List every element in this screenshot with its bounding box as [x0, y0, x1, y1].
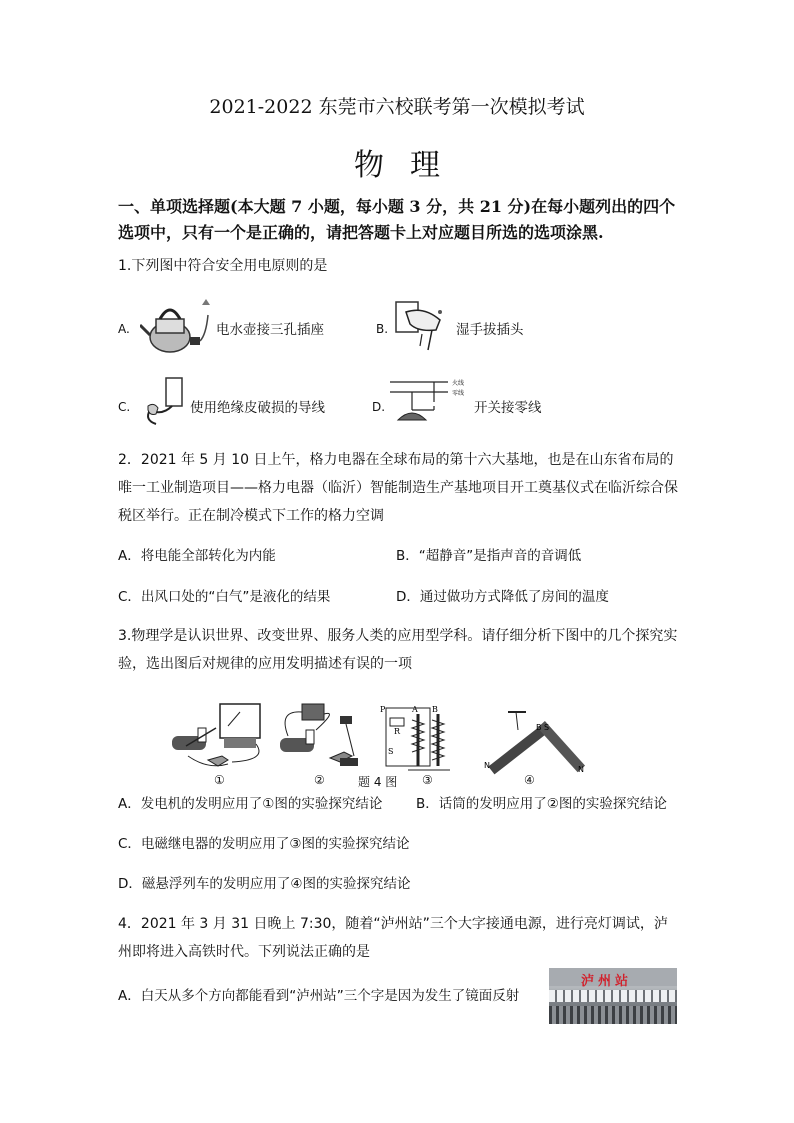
svg-text:R: R	[394, 727, 401, 736]
q1-option-b-label: B.	[376, 322, 389, 336]
q4-option-a[interactable]	[118, 984, 519, 1004]
q2-option-d-text: 通过做功方式降低了房间的温度	[419, 589, 609, 605]
experiment-3-drawing	[380, 705, 450, 770]
q3-stem: 3.物理学是认识世界、改变世界、服务人类的应用型学科。请仔细分析下图中的几个探究实验，选出图后对规律的应用发明描述有误的一项	[118, 628, 678, 672]
kettle-image	[140, 295, 212, 357]
q2-option-a-label: A．	[118, 548, 141, 564]
q3-option-c-label: C．	[118, 836, 141, 852]
live-wire-label: 火线	[452, 380, 465, 387]
figure-number-2: ②	[314, 773, 325, 787]
q3-option-b-text: 话筒的发明应用了②图的实验探究结论	[438, 796, 667, 812]
q1-option-a-text: 电水壶接三孔插座	[216, 322, 324, 338]
svg-text:N: N	[578, 765, 584, 774]
q1-option-b-text: 湿手拔插头	[456, 322, 524, 338]
damaged-wire-image	[142, 376, 186, 428]
q2-option-b[interactable]	[396, 544, 581, 564]
q3-option-a[interactable]	[118, 792, 382, 812]
q2-option-c-label: C．	[118, 589, 141, 605]
svg-text:P: P	[380, 705, 386, 714]
q3-option-c[interactable]	[118, 832, 410, 852]
q2-option-c-text: 出风口处的“白气”是液化的结果	[140, 589, 331, 605]
q2-option-c[interactable]	[118, 585, 330, 605]
q1-option-c-label: C.	[118, 400, 131, 414]
q2-option-a-text: 将电能全部转化为内能	[140, 548, 276, 564]
svg-text:A: A	[412, 705, 418, 714]
q1-option-d[interactable]	[372, 396, 385, 415]
exam-title: 2021-2022 东莞市六校联考第一次模拟考试	[209, 96, 585, 118]
figure-number-3: ③	[422, 773, 433, 787]
svg-text:N: N	[484, 761, 490, 770]
q3-option-d[interactable]	[118, 872, 411, 892]
q3-option-a-text: 发电机的发明应用了①图的实验探究结论	[140, 796, 383, 812]
neutral-wire-label: 零线	[452, 390, 465, 397]
svg-text:B S: B S	[536, 723, 550, 732]
subject-title: 物理	[354, 148, 466, 183]
q1-option-b[interactable]	[376, 318, 388, 337]
q3-option-c-text: 电磁继电器的发明应用了③图的实验探究结论	[140, 836, 410, 852]
q4-option-a-label: A．	[118, 988, 141, 1004]
q2-option-b-text: “超静音”是指声音的音调低	[418, 548, 582, 564]
q2-option-a[interactable]	[118, 544, 276, 564]
experiment-1-drawing	[172, 704, 260, 766]
q1-option-d-text: 开关接零线	[474, 400, 542, 416]
q3-option-a-label: A．	[118, 796, 141, 812]
figure-number-4: ④	[524, 773, 535, 787]
q2-option-d[interactable]	[396, 585, 609, 605]
q1-option-a-label: A.	[118, 322, 130, 336]
experiment-4-drawing	[484, 712, 585, 774]
q3-option-b-label: B．	[416, 796, 439, 812]
q1-option-c[interactable]	[118, 396, 130, 415]
q4-option-a-text: 白天从多个方向都能看到“泸州站”三个字是因为发生了镜面反射	[140, 988, 520, 1004]
q1-option-c-text: 使用绝缘皮破损的导线	[190, 400, 325, 416]
q4-stem: 4．2021 年 3 月 31 日晚上 7:30，随着“泸州站”三个大字接通电源，进行亮灯调试，泸州即将进入高铁时代。下列说法正确的是	[118, 916, 668, 960]
station-sign-text: 泸州站	[581, 974, 633, 989]
figure-number-1: ①	[214, 773, 225, 787]
svg-text:B: B	[432, 705, 438, 714]
q2-option-d-label: D．	[396, 589, 420, 605]
wet-hand-plug-image	[392, 298, 452, 354]
q3-option-d-label: D．	[118, 876, 142, 892]
q3-option-b[interactable]	[416, 792, 667, 812]
q1-option-d-label: D.	[372, 400, 386, 414]
station-photo	[549, 968, 677, 1024]
figure-caption: 题 4 图	[358, 775, 398, 789]
q2-option-b-label: B．	[396, 548, 419, 564]
section-heading: 一、单项选择题(本大题 7 小题，每小题 3 分，共 21 分)在每小题列出的四个选项中，只有一个是正确的，请把答题卡上对应题目所选的选项涂黑.	[118, 197, 676, 242]
q1-stem: 1.下列图中符合安全用电原则的是	[118, 258, 328, 274]
q1-option-a[interactable]	[118, 318, 130, 337]
q3-option-d-text: 磁悬浮列车的发明应用了④图的实验探究结论	[141, 876, 411, 892]
q2-stem: 2．2021 年 5 月 10 日上午，格力电器在全球布局的第十六大基地，也是在山东省布局的唯一工业制造项目——格力电器（临沂）智能制造生产基地项目开工奠基仪式在临沂综合保税区举行。正在制冷模式下工作的格力空调	[118, 452, 678, 524]
experiment-2-drawing	[280, 704, 358, 766]
svg-text:S: S	[388, 747, 394, 756]
